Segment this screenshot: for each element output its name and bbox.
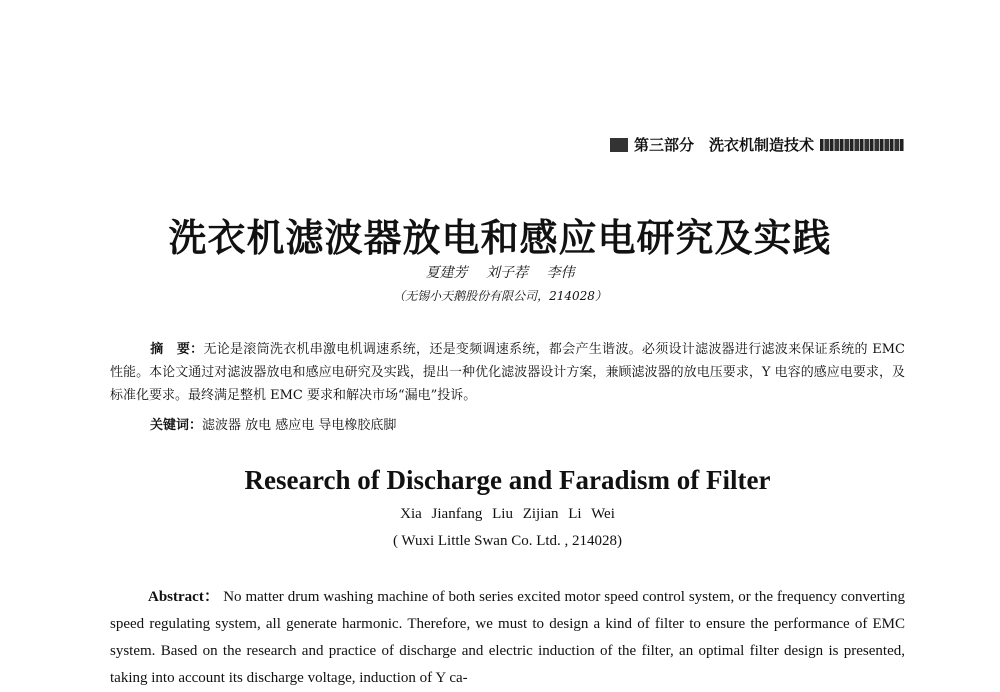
chinese-keywords-text: 滤波器 放电 感应电 导电橡胶底脚 [202,418,397,433]
english-abstract-text: No matter drum washing machine of both series excited motor speed control system, or the frequency converting speed regulating system, all generate harmonic. Therefore, we must to design a kind of filter to ensure the performance of EMC system. Based on the research and practice of discharge and electric induction of the filter, an optimal filter design is presented, taking into account its discharge voltage, induction of Y ca- [110,589,905,686]
header-block-icon [610,138,628,152]
chinese-authors: 夏建芳 刘子荐 李伟 [425,265,575,281]
header-pattern-icon [820,139,904,151]
chinese-affiliation: （无锡小天鹅股份有限公司，214028） [393,289,607,303]
section-header [610,134,904,155]
english-abstract-label: Abstract： [148,589,220,605]
chinese-keywords-label: 关键词： [150,418,203,433]
chinese-abstract [110,338,905,407]
section-header-text: 第三部分 洗衣机制造技术 [633,136,814,154]
chinese-keywords [150,414,900,433]
chinese-abstract-label: 摘 要： [150,342,204,357]
english-affiliation: ( Wuxi Little Swan Co. Ltd. , 214028) [392,533,623,549]
english-abstract [110,584,905,692]
chinese-abstract-text: 无论是滚筒洗衣机串激电机调速系统，还是变频调速系统，都会产生谐波。必须设计滤波器进行滤波来保证系统的 EMC 性能。本论文通过对滤波器放电和感应电研究及实践，提出一种优化滤波器设计方案，兼顾滤波器的放电压要求，Y 电容的感应电要求，及标准化要求。最终满足整机 EMC 要求和解决市场“漏电”投诉。 [110,342,905,403]
chinese-title: 洗衣机滤波器放电和感应电研究及实践 [168,215,832,260]
english-title: Research of Discharge and Faradism of Filter [244,465,771,495]
english-authors: Xia Jianfang Liu Zijian Li Wei [400,506,615,522]
